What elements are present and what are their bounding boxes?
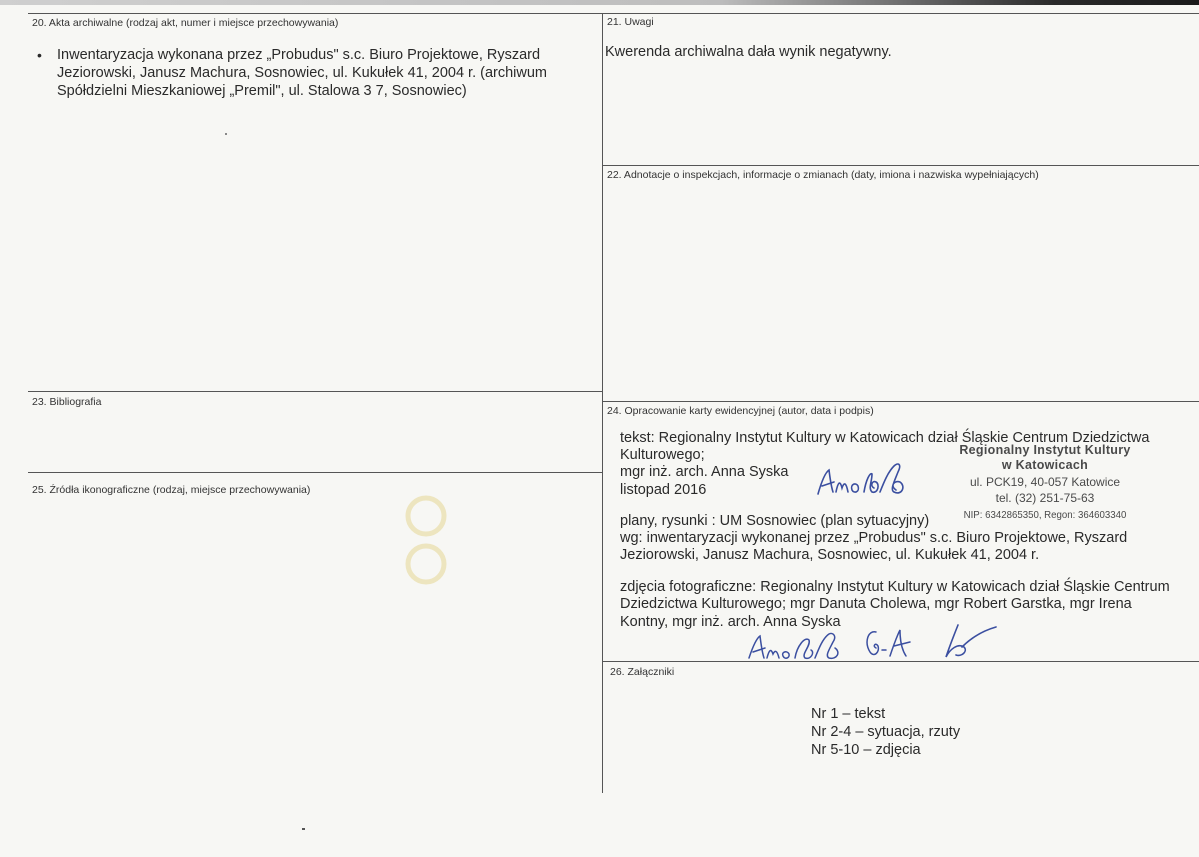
photos-line-2: Dziedzictwa Kulturowego; mgr Danuta Cholewa, mgr Robert Garstka, mgr Irena — [620, 596, 1132, 612]
attachment-1: Nr 1 – tekst — [811, 706, 886, 722]
stamp-address: ul. PCK19, 40-057 Katowice — [969, 475, 1121, 489]
signature-2 — [745, 624, 855, 664]
section-23-label: 23. Bibliografia — [32, 396, 102, 408]
plans-line-1: plany, rysunki : UM Sosnowiec (plan sytuacyjny) — [620, 513, 930, 529]
scan-speck — [302, 828, 305, 830]
author-line-3: mgr inż. arch. Anna Syska — [620, 464, 789, 480]
section-24-label: 24. Opracowanie karty ewidencyjnej (autor, data i podpis) — [607, 405, 874, 417]
plans-line-3: Jeziorowski, Janusz Machura, Sosnowiec, ul. Kukułek 41, 2004 r. — [620, 547, 1040, 563]
signature-1 — [812, 452, 922, 502]
divider-22-24 — [602, 401, 1199, 402]
section-20-content — [31, 46, 591, 100]
list-item: • Inwentaryzacja wykonana przez „Probudus" s.c. Biuro Projektowe, Ryszard Jeziorowski, Janusz Machura, Sosnowiec, ul. Kukułek 41, 2004 r. (archiwum Spółdzielni Mieszkaniowej „Premil", ul. Stalowa 3 7, Sosnowiec) — [31, 46, 591, 100]
scan-speck — [225, 133, 227, 135]
section-20-label: 20. Akta archiwalne (rodzaj akt, numer i miejsce przechowywania) — [32, 17, 339, 29]
attachment-2: Nr 2-4 – sytuacja, rzuty — [811, 724, 961, 740]
photos-line-1: zdjęcia fotograficzne: Regionalny Instytut Kultury w Katowicach dział Śląskie Centrum — [620, 579, 1170, 595]
divider-21-22 — [602, 165, 1199, 166]
attachment-3: Nr 5-10 – zdjęcia — [811, 742, 921, 758]
signature-4 — [938, 617, 998, 662]
section-22-label: 22. Adnotacje o inspekcjach, informacje o zmianach (daty, imiona i nazwiska wypełniających) — [607, 169, 1039, 181]
divider-20-23 — [28, 391, 602, 392]
section-25-label: 25. Źródła ikonograficzne (rodzaj, miejsce przechowywania) — [32, 484, 311, 496]
section-26-label: 26. Załączniki — [610, 666, 675, 678]
author-line-1: tekst: Regionalny Instytut Kultury w Katowicach dział Śląskie Centrum Dziedzictwa — [620, 430, 1150, 446]
plans-line-2: wg: inwentaryzacji wykonanej przez „Probudus" s.c. Biuro Projektowe, Ryszard — [620, 530, 1128, 546]
institution-stamp — [925, 443, 1165, 523]
author-line-2: Kulturowego; — [620, 447, 705, 463]
stamp-ids: NIP: 6342865350, Regon: 364603340 — [963, 509, 1127, 521]
punch-hole-marks — [396, 492, 456, 592]
scan-top-edge — [0, 0, 1199, 5]
remarks-text: Kwerenda archiwalna dała wynik negatywny. — [605, 44, 892, 60]
author-date: listopad 2016 — [620, 482, 707, 498]
center-divider — [602, 13, 603, 793]
divider-23-25 — [28, 472, 602, 473]
photos-line-3: Kontny, mgr inż. arch. Anna Syska — [620, 614, 841, 630]
signature-3 — [860, 622, 920, 662]
section-21-label: 21. Uwagi — [607, 16, 654, 28]
archival-records-list — [31, 46, 591, 100]
stamp-name-1: Regionalny Instytut Kultury — [959, 443, 1131, 457]
stamp-name-2: w Katowicach — [1001, 458, 1089, 472]
stamp-phone: tel. (32) 251-75-63 — [995, 491, 1095, 505]
top-border — [28, 13, 1199, 14]
